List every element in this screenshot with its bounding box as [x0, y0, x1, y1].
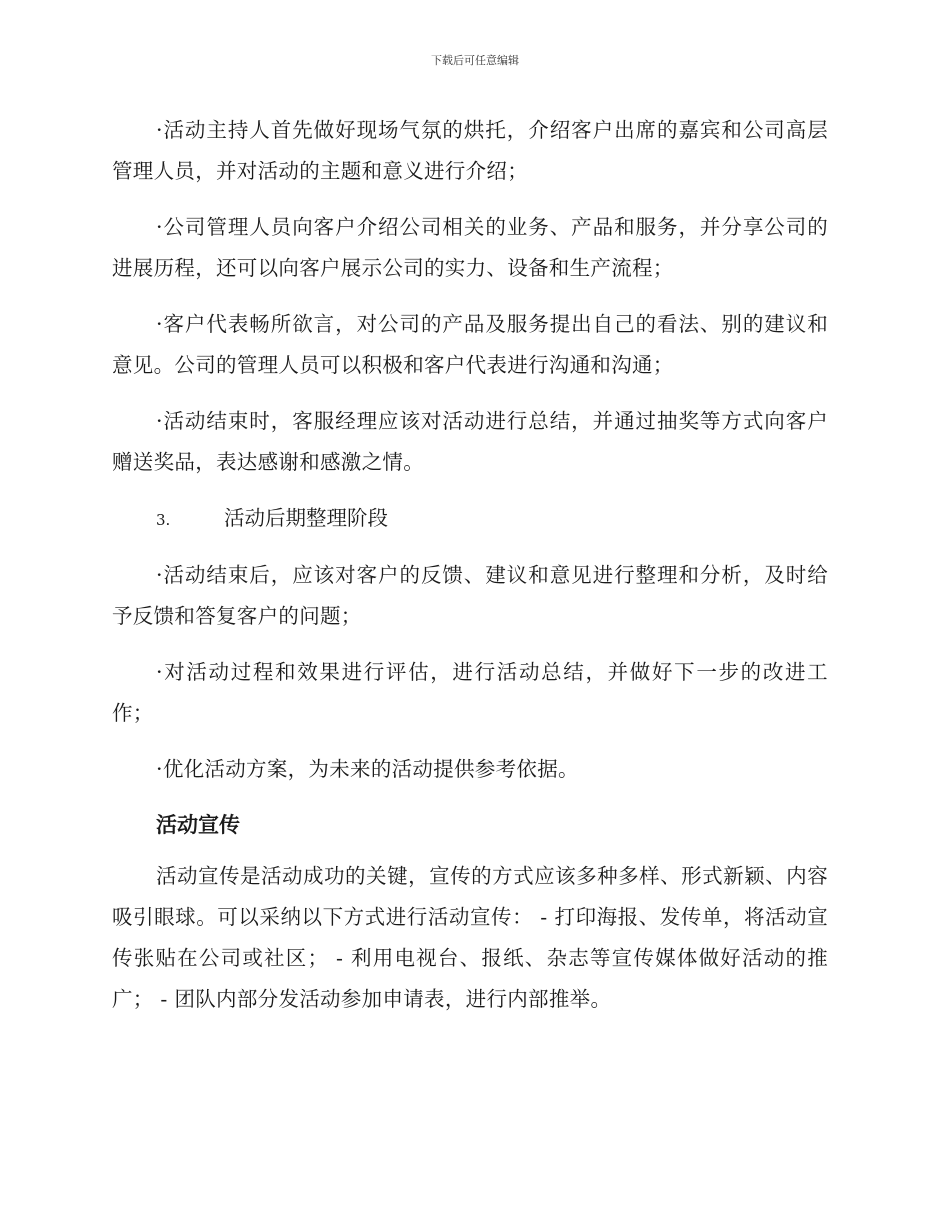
document-body: [112, 110, 828, 1020]
promo-heading: 活动宣传: [156, 813, 240, 837]
paragraph-evaluation: ·对活动过程和效果进行评估，进行活动总结，并做好下一步的改进工作；: [112, 660, 828, 725]
paragraph-optimization: ·优化活动方案，为未来的活动提供参考依据。: [156, 757, 579, 781]
stage-3-number: 3.: [156, 511, 171, 529]
paragraph-management-intro: ·公司管理人员向客户介绍公司相关的业务、产品和服务，并分享公司的进展历程，还可以向客户展示公司的实力、设备和生产流程；: [112, 215, 828, 280]
paragraph-promo-body: 活动宣传是活动成功的关键，宣传的方式应该多种多样、形式新颖、内容吸引眼球。可以采纳以下方式进行活动宣传： - 打印海报、发传单，将活动宣传张贴在公司或社区； - 利用电视台、报纸、杂志等宣传媒体做好活动的推广； - 团队内部分发活动参加申请表，进行内部推举。: [112, 864, 828, 1011]
paragraph-customer-speak: ·客户代表畅所欲言，对公司的产品及服务提出自己的看法、别的建议和意见。公司的管理人员可以积极和客户代表进行沟通和沟通；: [112, 312, 828, 377]
stage-3-title: 活动后期整理阶段: [224, 506, 388, 530]
paragraph-host-intro: ·活动主持人首先做好现场气氛的烘托，介绍客户出席的嘉宾和公司高层管理人员，并对活动的主题和意义进行介绍；: [112, 118, 828, 183]
stage-3-heading: [112, 498, 828, 541]
paragraph-feedback-analysis: ·活动结束后，应该对客户的反馈、建议和意见进行整理和分析，及时给予反馈和答复客户的问题；: [112, 563, 828, 628]
page-header: 下载后可任意编辑: [431, 54, 519, 67]
paragraph-event-closing: ·活动结束时，客服经理应该对活动进行总结，并通过抽奖等方式向客户赠送奖品，表达感谢和感激之情。: [112, 409, 828, 474]
